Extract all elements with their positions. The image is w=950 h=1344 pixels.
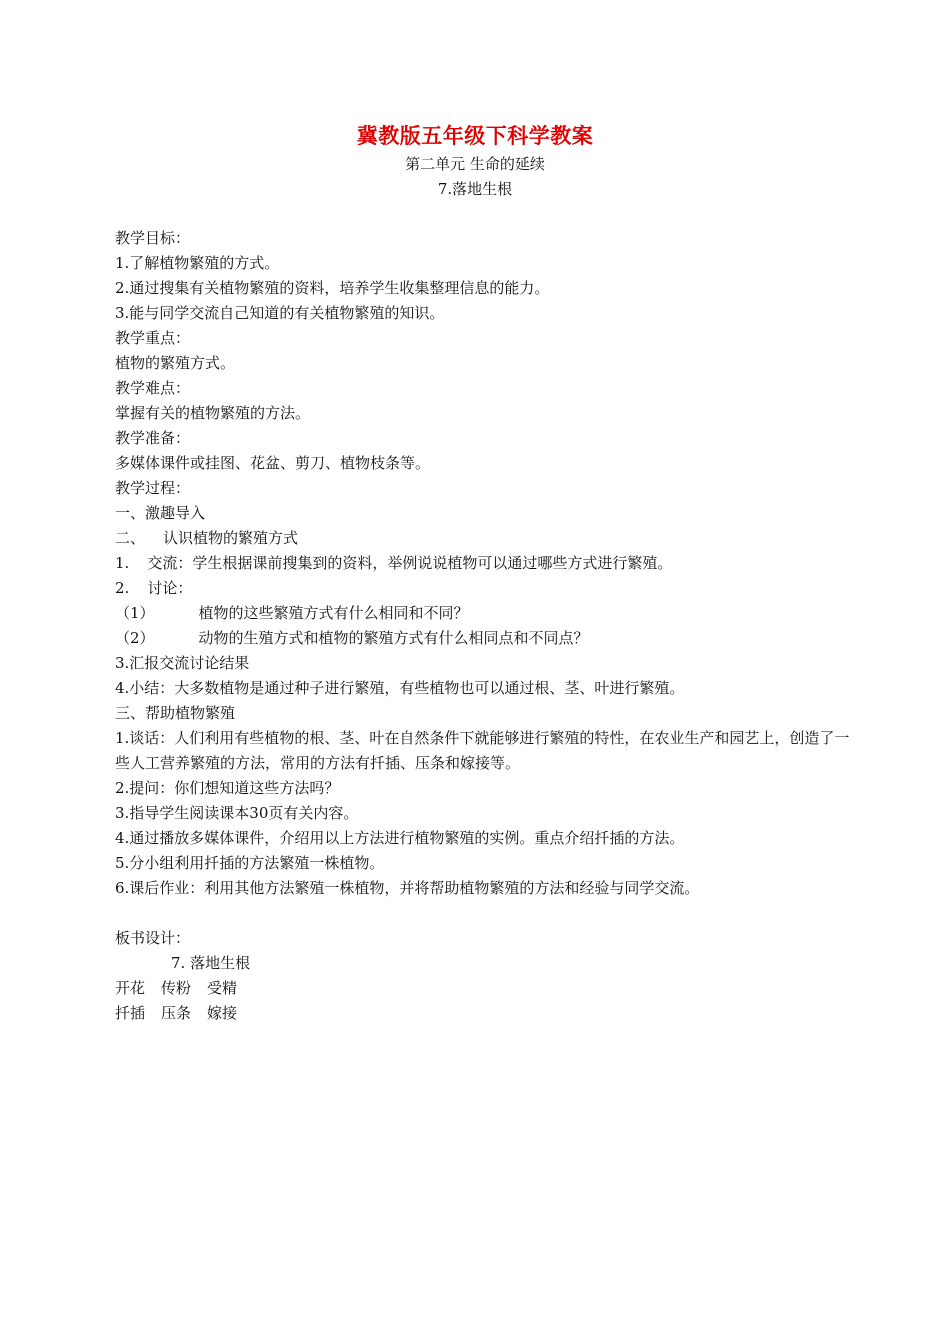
- item-text: 交流：学生根据课前搜集到的资料，举例说说植物可以通过哪些方式进行繁殖。: [147, 554, 673, 572]
- lesson-body: [115, 226, 855, 1026]
- key-heading: 教学重点：: [115, 329, 191, 347]
- item-number: 1.: [115, 554, 130, 572]
- goal-item: 2.通过搜集有关植物繁殖的资料，培养学生收集整理信息的能力。: [115, 279, 550, 297]
- difficulty-text: 掌握有关的植物繁殖的方法。: [115, 404, 311, 422]
- key-text: 植物的繁殖方式。: [115, 354, 236, 372]
- section-3-item-5: 5.分小组利用扦插的方法繁殖一株植物。: [115, 854, 385, 872]
- section-3-item-1: 1.谈话：人们利用有些植物的根、茎、叶在自然条件下就能够进行繁殖的特性，在农业生产和园艺上，创造了一些人工营养繁殖的方法，常用的方法有扦插、压条和嫁接等。: [115, 729, 850, 772]
- goals-heading: 教学目标：: [115, 229, 191, 247]
- discussion-question-2: [115, 626, 855, 651]
- board-heading: 板书设计：: [115, 929, 191, 947]
- document-title: 冀教版五年级下科学教案: [356, 123, 594, 148]
- section-1: 一、激趣导入: [115, 504, 206, 522]
- board-title: 7. 落地生根: [171, 954, 251, 972]
- board-term: 嫁接: [207, 1004, 238, 1022]
- board-term: 开花: [115, 979, 146, 997]
- board-term: 扦插: [115, 1004, 146, 1022]
- item-text: 讨论：: [147, 579, 193, 597]
- question-number: （1）: [115, 604, 155, 622]
- section-3-item-4: 4.通过播放多媒体课件，介绍用以上方法进行植物繁殖的实例。重点介绍扦插的方法。: [115, 829, 685, 847]
- section-2-item-1: [115, 551, 855, 576]
- prep-heading: 教学准备：: [115, 429, 191, 447]
- spacer: [115, 901, 855, 926]
- section-2-item-2: [115, 576, 855, 601]
- board-row-1: [115, 976, 855, 1001]
- question-number: （2）: [115, 629, 155, 647]
- question-text: 植物的这些繁殖方式有什么相同和不同？: [198, 604, 469, 622]
- section-2-item-3: 3.汇报交流讨论结果: [115, 654, 250, 672]
- board-term: 受精: [207, 979, 238, 997]
- discussion-question-1: [115, 601, 855, 626]
- goal-item: 3.能与同学交流自己知道的有关植物繁殖的知识。: [115, 304, 445, 322]
- section-3: 三、帮助植物繁殖: [115, 704, 236, 722]
- board-term: 传粉: [161, 979, 192, 997]
- section-2-text: 认识植物的繁殖方式: [163, 529, 299, 547]
- difficulty-heading: 教学难点：: [115, 379, 191, 397]
- prep-text: 多媒体课件或挂图、花盆、剪刀、植物枝条等。: [115, 454, 431, 472]
- section-3-item-3: 3.指导学生阅读课本30页有关内容。: [115, 804, 359, 822]
- board-term: 压条: [161, 1004, 192, 1022]
- section-2-number: 二、: [115, 529, 146, 547]
- section-2-item-4: 4.小结：大多数植物是通过种子进行繁殖，有些植物也可以通过根、茎、叶进行繁殖。: [115, 679, 685, 697]
- unit-subtitle: 第二单元 生命的延续: [405, 155, 545, 173]
- lesson-subtitle: 7.落地生根: [437, 180, 513, 198]
- board-row-2: [115, 1001, 855, 1026]
- section-2: [115, 526, 855, 551]
- section-3-item-6: 6.课后作业：利用其他方法繁殖一株植物，并将帮助植物繁殖的方法和经验与同学交流。: [115, 879, 700, 897]
- process-heading: 教学过程：: [115, 479, 191, 497]
- goal-item: 1.了解植物繁殖的方式。: [115, 254, 280, 272]
- section-3-item-2: 2.提问：你们想知道这些方法吗？: [115, 779, 340, 797]
- item-number: 2.: [115, 579, 130, 597]
- question-text: 动物的生殖方式和植物的繁殖方式有什么相同点和不同点？: [198, 629, 589, 647]
